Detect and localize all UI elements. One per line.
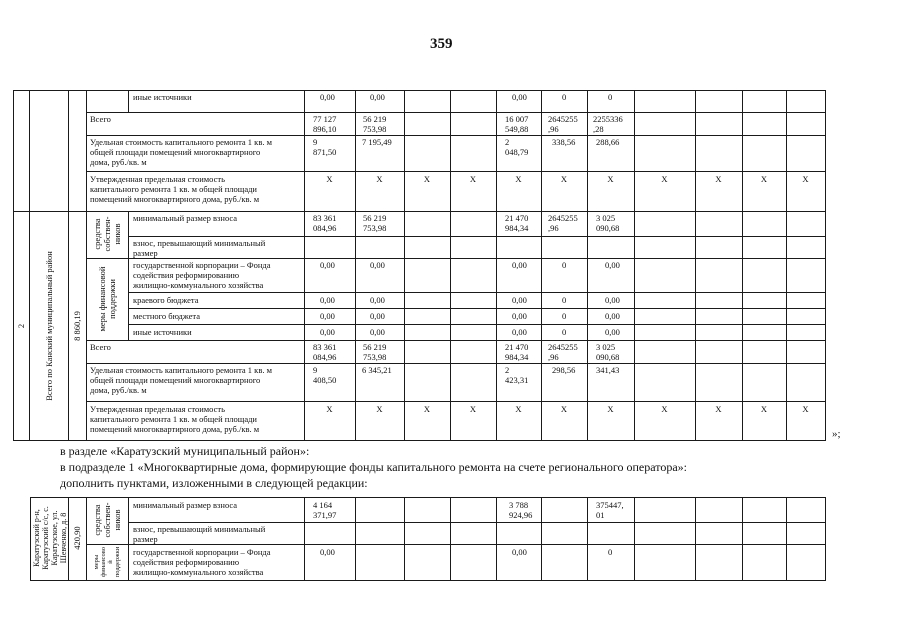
cell-x: X	[560, 404, 568, 414]
cell: 0,00	[512, 311, 527, 321]
cell-x: X	[802, 174, 809, 184]
cell-x: X	[326, 404, 333, 414]
row-label: Утвержденная предельная стоимость капитального ремонта 1 кв. м общей площади помещений многоквартирного дома, руб./кв. м	[90, 174, 260, 204]
cell: 0,00	[320, 295, 335, 305]
cell-x: X	[802, 404, 809, 414]
cell: 375447, 01	[596, 500, 624, 520]
cell: 0	[608, 92, 613, 102]
cell: 341,43	[596, 365, 620, 375]
cell: 0,00	[320, 327, 335, 337]
cell-x: X	[515, 404, 522, 414]
row-label: взнос, превышающий минимальный размер	[133, 524, 266, 544]
cell-x: X	[661, 404, 668, 414]
cell: 0,00	[512, 327, 527, 337]
cell: 2 048,79	[505, 137, 529, 157]
house-area: 8 860,19	[72, 311, 82, 341]
cell: 2 423,31	[505, 365, 529, 385]
cell-x: X	[515, 174, 522, 184]
cell-x: X	[560, 174, 568, 184]
cell: 0,00	[605, 311, 620, 321]
cell-x: X	[607, 174, 614, 184]
cell: 338,56	[552, 137, 576, 147]
house-area: 420,90	[72, 526, 82, 550]
group-owners-funds: средства собствен- ников	[92, 502, 122, 538]
closing-quote: »;	[832, 428, 841, 440]
cell: 9 408,50	[313, 365, 337, 385]
cell: 56 219 753,98	[363, 213, 387, 233]
cell: 6 345,21	[362, 365, 392, 375]
cell: 0	[562, 295, 567, 305]
page-number: 359	[430, 36, 453, 52]
row-label: минимальный размер взноса	[133, 213, 238, 223]
cell: 0,00	[320, 311, 335, 321]
cell: 83 361 084,96	[313, 342, 337, 362]
cell-x: X	[423, 404, 431, 414]
cell: 0	[562, 327, 567, 337]
cell: 288,66	[596, 137, 620, 147]
cell: 0,00	[320, 547, 335, 557]
cell-x: X	[715, 174, 722, 184]
row-label: иные источники	[133, 92, 192, 102]
cell: 0	[562, 92, 567, 102]
cell: 0,00	[320, 92, 335, 102]
cell: 0,00	[370, 311, 385, 321]
row-label: Удельная стоимость капитального ремонта 1 кв. м общей площади помещений многоквартирного дома, руб./кв. м	[90, 137, 272, 167]
cell: 0,00	[512, 547, 527, 557]
cell: 0,00	[605, 260, 620, 270]
row-label: минимальный размер взноса	[133, 500, 238, 510]
cell: 56 219 753,98	[363, 342, 387, 362]
row-number: 2	[16, 323, 26, 329]
cell: 2645255 ,96	[548, 213, 578, 233]
row-label: государственной корпорации – Фонда содействия реформированию жилищно-коммунального хозяйства	[133, 547, 271, 577]
house-address: Каратузский р-н, Каратузский с/с, с. Каратузское, ул. Шевченко, д. 8	[32, 506, 68, 570]
row-label: краевого бюджета	[133, 295, 199, 305]
cell: 3 788 924,96	[509, 500, 533, 520]
group-financial-support: меры финансовой поддержки	[97, 266, 117, 332]
row-label: иные источники	[133, 327, 192, 337]
cell: 0,00	[370, 260, 385, 270]
cell: 4 164 371,97	[313, 500, 337, 520]
cell-x: X	[376, 404, 383, 414]
cell: 0,00	[605, 327, 620, 337]
cell: 83 361 084,96	[313, 213, 337, 233]
cell: 21 470 984,34	[505, 213, 529, 233]
cell: 0,00	[512, 295, 527, 305]
cell: 0,00	[370, 327, 385, 337]
cell-x: X	[607, 404, 614, 414]
cell: 77 127 896,10	[313, 114, 337, 134]
cell: 3 025 090,68	[596, 342, 620, 362]
cell-x: X	[423, 174, 431, 184]
paragraph-section: в разделе «Каратузский муниципальный район»:	[60, 444, 310, 458]
cell-x: X	[469, 404, 477, 414]
cell-x: X	[760, 174, 768, 184]
cell: 0,00	[370, 92, 385, 102]
cell: 0	[562, 311, 567, 321]
district-name: Всего по Канский муниципальный район	[44, 251, 54, 401]
cell: 21 470 984,34	[505, 342, 529, 362]
row-label: государственной корпорации – Фонда содействия реформированию жилищно-коммунального хозяйства	[133, 260, 271, 290]
row-label: Всего	[90, 114, 111, 124]
cell: 0,00	[370, 295, 385, 305]
row-label: Всего	[90, 342, 111, 352]
cell: 7 195,49	[362, 137, 392, 147]
cell: 0,00	[512, 260, 527, 270]
row-label: Удельная стоимость капитального ремонта 1 кв. м общей площади помещений многоквартирного дома, руб./кв. м	[90, 365, 272, 395]
row-label: взнос, превышающий минимальный размер	[133, 238, 266, 258]
cell-x: X	[469, 174, 477, 184]
cell: 2645255 ,96	[548, 114, 578, 134]
paragraph-instruction: дополнить пунктами, изложенными в следующей редакции:	[60, 476, 368, 490]
row-label: местного бюджета	[133, 311, 200, 321]
cell: 298,56	[552, 365, 576, 375]
cell: 0	[562, 260, 567, 270]
cell-x: X	[661, 174, 668, 184]
paragraph-subsection: в подразделе 1 «Многоквартирные дома, формирующие фонды капитального ремонта на счете регионального оператора»:	[60, 460, 687, 474]
cell-x: X	[326, 174, 333, 184]
cell-x: X	[760, 404, 768, 414]
cell: 0,00	[512, 92, 527, 102]
cell: 16 007 549,88	[505, 114, 529, 134]
cell: 2255336 ,28	[593, 114, 623, 134]
cell: 56 219 753,98	[363, 114, 387, 134]
cell: 0,00	[605, 295, 620, 305]
cell: 0	[608, 547, 613, 557]
row-label: Утвержденная предельная стоимость капитального ремонта 1 кв. м общей площади помещений многоквартирного дома, руб./кв. м	[90, 404, 260, 434]
group-financial-support: меры финансово й поддержки	[93, 546, 121, 578]
cell: 3 025 090,68	[596, 213, 620, 233]
group-owners-funds: средства собствен- ников	[92, 216, 122, 252]
cell-x: X	[715, 404, 722, 414]
cell: 2645255 ,96	[548, 342, 578, 362]
cell: 0,00	[320, 260, 335, 270]
cell: 9 871,50	[313, 137, 337, 157]
cell-x: X	[376, 174, 383, 184]
